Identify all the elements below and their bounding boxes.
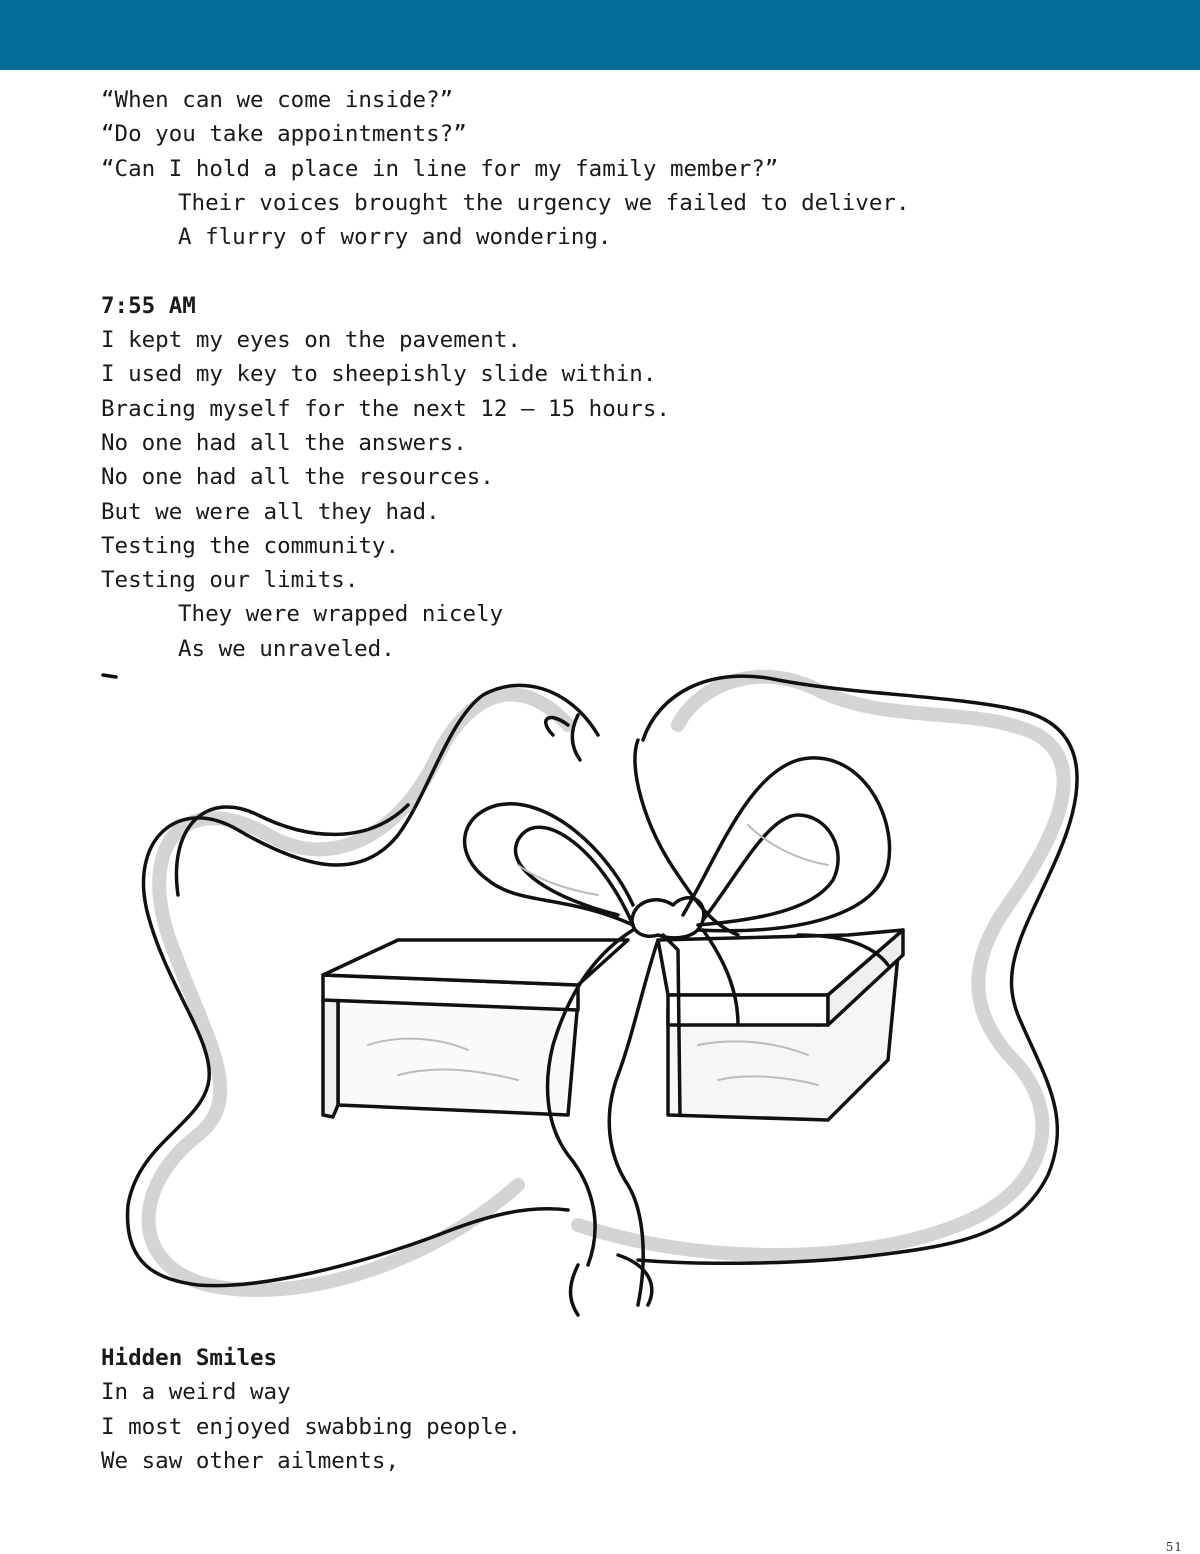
header-bar xyxy=(0,0,1200,70)
poem-line: Testing the community. xyxy=(101,532,400,559)
poem-line: I kept my eyes on the pavement. xyxy=(101,327,521,354)
poem-line: Bracing myself for the next 12 – 15 hours. xyxy=(101,395,670,422)
poem-line: But we were all they had. xyxy=(101,498,440,525)
page-number: 51 xyxy=(1165,1540,1183,1554)
poem-line: “Can I hold a place in line for my family member?” xyxy=(101,155,779,182)
poem-line: “When can we come inside?” xyxy=(101,87,454,113)
poem-line-indented: As we unraveled. xyxy=(178,635,395,662)
gift-box-illustration xyxy=(98,665,1103,1345)
poem-line: I used my key to sheepishly slide within. xyxy=(101,361,657,388)
poem-line: Testing our limits. xyxy=(101,567,359,594)
section-heading-hidden-smiles: Hidden Smiles xyxy=(101,1345,278,1371)
poem-line: No one had all the answers. xyxy=(101,429,467,456)
poem-line: No one had all the resources. xyxy=(101,464,494,491)
poem-line: I most enjoyed swabbing people. xyxy=(101,1413,521,1440)
poem-line-indented: Their voices brought the urgency we failed to deliver. xyxy=(178,189,910,216)
poem-line: We saw other ailments, xyxy=(101,1447,400,1474)
poem-line: In a weird way xyxy=(101,1379,291,1406)
section-heading-time: 7:55 AM xyxy=(101,292,196,319)
poem-section-1 xyxy=(101,83,1101,666)
poem-line: “Do you take appointments?” xyxy=(101,121,467,148)
poem-line-indented: They were wrapped nicely xyxy=(178,601,504,628)
poem-line-indented: A flurry of worry and wondering. xyxy=(178,224,612,251)
poem-section-3 xyxy=(101,1341,1101,1478)
